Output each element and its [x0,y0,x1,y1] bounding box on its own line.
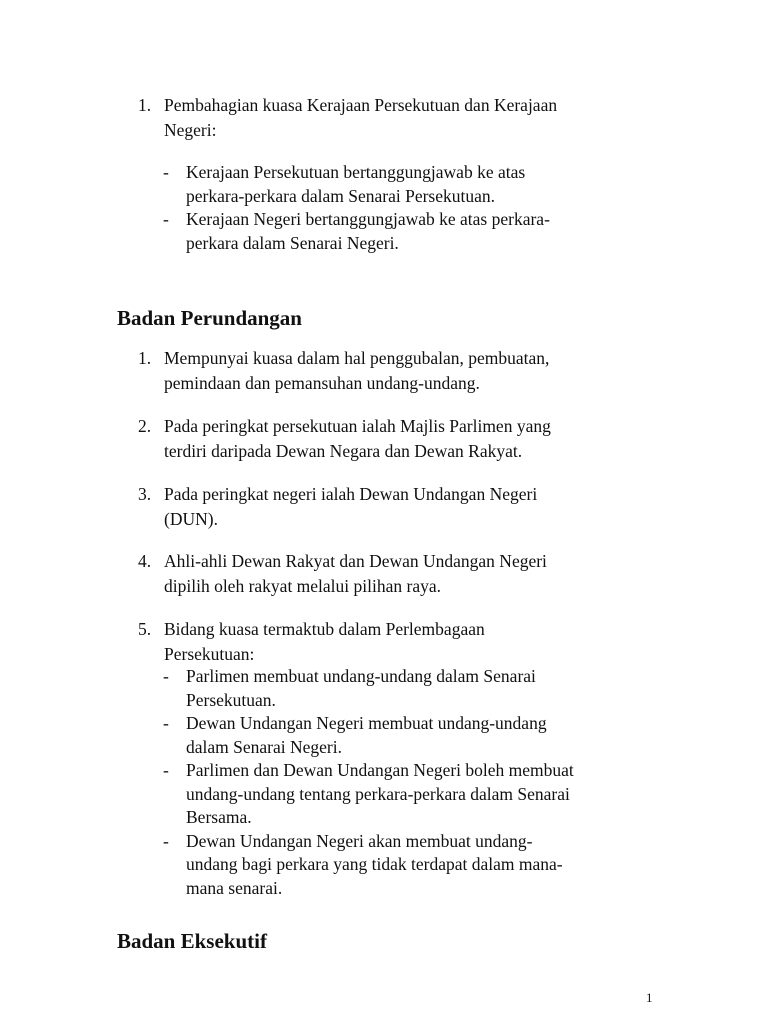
bullet-line: Kerajaan Persekutuan bertanggungjawab ke atas [186,162,526,182]
item-line: Mempunyai kuasa dalam hal penggubalan, pembuatan, [164,348,550,368]
numbered-item [0,93,768,142]
heading-badan-eksekutif: Badan Eksekutif [117,929,267,953]
bullet-item [0,161,768,208]
page-number: 1 [646,990,653,1005]
bullet-line: dalam Senarai Negeri. [186,736,342,757]
bullet-dash: - [163,830,169,851]
perundangan-item-3 [0,482,768,531]
bullet-line: Parlimen membuat undang-undang dalam Senarai [186,666,536,686]
item-line: dipilih oleh rakyat melalui pilihan raya. [164,575,442,596]
bullet-line: mana senarai. [186,877,283,898]
item-line: Pada peringkat negeri ialah Dewan Undangan Negeri [164,484,538,504]
item-text [164,549,644,598]
bullet-line: undang-undang tentang perkara-perkara dalam Senarai [186,783,570,804]
bullet-item [0,712,768,759]
bullet-text [186,712,656,759]
bullet-dash: - [163,713,169,733]
bullet-text [186,208,656,255]
bullet-line: perkara-perkara dalam Senarai Persekutuan. [186,185,496,206]
item-text [164,482,644,531]
bullet-item [0,830,768,901]
bullet-line: undang bagi perkara yang tidak terdapat dalam mana- [186,854,563,874]
item-line: Pada peringkat persekutuan ialah Majlis Parlimen yang [164,416,551,436]
bullet-item [0,665,768,712]
bullet-line: Parlimen dan Dewan Undangan Negeri boleh membuat [186,760,574,780]
item-line: (DUN). [164,508,218,529]
perundangan-item-1 [0,346,768,395]
bullet-text [186,161,656,208]
item-5-bullets [0,665,768,900]
item-text [164,414,644,463]
item-number: 1. [138,95,152,115]
item-line: Persekutuan: [164,643,255,664]
perundangan-item-4 [0,549,768,598]
item-line: Ahli-ahli Dewan Rakyat dan Dewan Undangan Negeri [164,551,547,571]
item-text [164,617,644,666]
bullet-dash: - [163,666,169,686]
heading-badan-perundangan: Badan Perundangan [117,306,302,330]
bullet-item [0,759,768,830]
numbered-item [0,414,768,463]
numbered-item [0,482,768,531]
bullet-item [0,208,768,255]
item-number: 1. [138,348,152,368]
item-text [164,346,644,395]
bullet-line: Persekutuan. [186,689,276,710]
federal-state-division-item [0,93,768,142]
item-number: 4. [138,551,152,571]
item-number: 2. [138,416,152,436]
bullet-dash: - [163,760,169,780]
bullet-dash: - [163,209,169,229]
federal-state-bullets [0,161,768,255]
bullet-text [186,830,656,901]
bullet-line: Bersama. [186,807,252,827]
numbered-item [0,617,768,666]
perundangan-item-2 [0,414,768,463]
bullet-text [186,665,656,712]
bullet-line: Kerajaan Negeri bertanggungjawab ke atas perkara- [186,209,550,229]
bullet-line: Dewan Undangan Negeri akan membuat undang- [186,830,533,851]
item-line: pemindaan dan pemansuhan undang-undang. [164,372,480,393]
item-number: 3. [138,484,152,504]
item-line: Negeri: [164,119,217,140]
item-line: terdiri daripada Dewan Negara dan Dewan Rakyat. [164,440,523,461]
numbered-item [0,346,768,395]
item-line: Pembahagian kuasa Kerajaan Persekutuan dan Kerajaan [164,95,558,115]
item-text [164,93,644,142]
perundangan-item-5 [0,617,768,666]
bullet-line: Dewan Undangan Negeri membuat undang-undang [186,713,547,733]
bullet-dash: - [163,162,169,182]
numbered-item [0,549,768,598]
bullet-line: perkara dalam Senarai Negeri. [186,232,399,253]
item-number: 5. [138,619,152,639]
bullet-text [186,759,656,830]
item-line: Bidang kuasa termaktub dalam Perlembagaan [164,619,485,639]
